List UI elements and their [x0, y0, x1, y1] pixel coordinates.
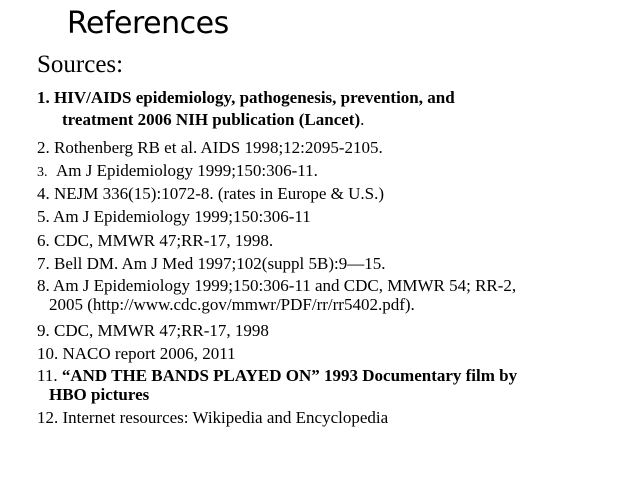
reference-item-8	[37, 276, 516, 314]
reference-item-7	[37, 253, 386, 275]
reference-item-6	[37, 230, 273, 252]
reference-3-text: Am J Epidemiology 1999;150:306-11.	[56, 161, 318, 180]
reference-11-line2: HBO pictures	[49, 385, 150, 404]
reference-item-5	[37, 206, 311, 228]
reference-3-number: 3.	[37, 165, 48, 180]
reference-11-line1: “AND THE BANDS PLAYED ON” 1993 Documentary film by	[61, 366, 518, 385]
reference-7-text: 7. Bell DM. Am J Med 1997;102(suppl 5B):9—15.	[37, 254, 386, 273]
reference-9-text: 9. CDC, MMWR 47;RR-17, 1998	[37, 321, 269, 340]
slide-title: References	[67, 6, 229, 41]
reference-11-number: 11.	[37, 366, 58, 385]
reference-8-line1: 8. Am J Epidemiology 1999;150:306-11 and CDC, MMWR 54; RR-2,	[37, 276, 517, 295]
reference-4-text: 4. NEJM 336(15):1072-8. (rates in Europe & U.S.)	[37, 184, 385, 203]
reference-2-text: 2. Rothenberg RB et al. AIDS 1998;12:2095-2105.	[37, 138, 383, 157]
reference-item-1	[37, 87, 455, 131]
reference-6-text: 6. CDC, MMWR 47;RR-17, 1998.	[37, 231, 274, 250]
reference-12-text: 12. Internet resources: Wikipedia and Encyclopedia	[37, 408, 389, 427]
reference-item-9	[37, 320, 269, 342]
reference-item-4	[37, 183, 384, 205]
sources-heading: Sources:	[37, 51, 124, 78]
reference-item-12	[37, 407, 388, 429]
reference-item-3	[37, 160, 318, 184]
reference-10-text: 10. NACO report 2006, 2011	[37, 344, 236, 363]
reference-1-line1: 1. HIV/AIDS epidemiology, pathogenesis, prevention, and	[37, 88, 455, 107]
reference-1-line2: treatment 2006 NIH publication (Lancet).	[62, 110, 365, 129]
reference-5-text: 5. Am J Epidemiology 1999;150:306-11	[37, 207, 311, 226]
reference-item-10	[37, 343, 236, 365]
reference-item-2	[37, 137, 383, 159]
reference-item-11	[37, 366, 517, 404]
reference-8-line2: 2005 (http://www.cdc.gov/mmwr/PDF/rr/rr5402.pdf).	[49, 295, 415, 314]
